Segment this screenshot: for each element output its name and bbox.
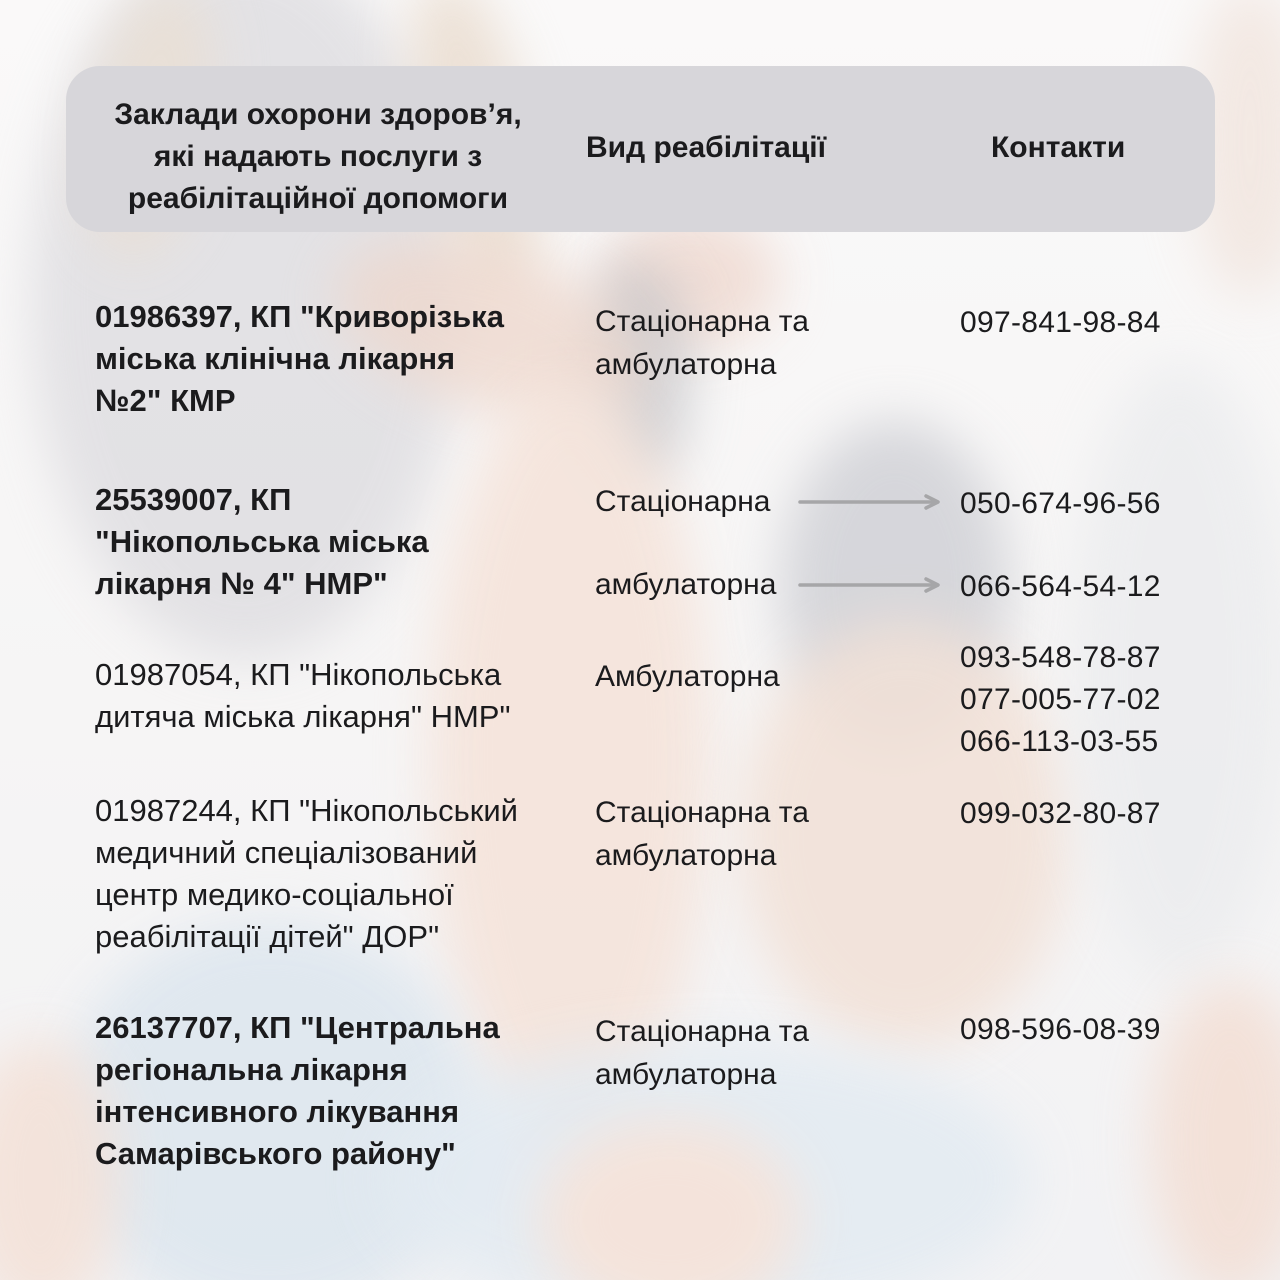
facility-name [95, 1007, 500, 1175]
phone-number: 098-596-08-39 [960, 1013, 1161, 1046]
contact-phones [960, 793, 1161, 835]
phone-number: 093-548-78-87 [960, 641, 1161, 674]
facility-name-line: 01986397, КП "Криворізька [95, 299, 504, 334]
facility-name [95, 296, 504, 422]
facility-name-line: центр медико-соціальної [95, 877, 454, 912]
rehab-type [595, 1010, 809, 1096]
phone-number: 097-841-98-84 [960, 306, 1161, 339]
rehab-type: амбулаторна [595, 568, 777, 601]
facility-name-line: №2" КМР [95, 383, 236, 418]
rehab-type-line: Стаціонарна та [595, 305, 809, 338]
facility-name [95, 790, 518, 958]
facility-name-line: дитяча міська лікарня" НМР" [95, 699, 511, 734]
phone-number: 050-674-96-56 [960, 487, 1161, 520]
rehab-type-line: амбулаторна [595, 839, 777, 872]
rehab-type-line: Стаціонарна та [595, 796, 809, 829]
facility-name-line: 25539007, КП [95, 482, 292, 517]
background-peach-bottom-right [1150, 980, 1280, 1280]
facility-name-line: 01987054, КП "Нікопольська [95, 657, 502, 692]
contact-phones [960, 1009, 1161, 1051]
rehab-type-line: амбулаторна [595, 348, 777, 381]
phone-number: 066-113-03-55 [960, 725, 1159, 758]
rehab-type-line: амбулаторна [595, 1058, 777, 1091]
facility-name-line: 26137707, КП "Центральна [95, 1010, 500, 1045]
phone-number: 077-005-77-02 [960, 683, 1161, 716]
column-header-contacts: Контакти [991, 131, 1126, 164]
facility-name-line: міська клінічна лікарня [95, 341, 456, 376]
facility-name-line: медичний спеціалізований [95, 835, 478, 870]
facility-name-line: лікарня № 4" НМР" [95, 566, 388, 601]
column-header-facilities-line: Заклади охорони здоров’я, [114, 98, 522, 131]
arrow-right-icon [798, 494, 948, 510]
rehab-type: Стаціонарна [595, 485, 771, 518]
facility-name-line: інтенсивного лікування [95, 1094, 460, 1129]
rehab-type: Амбулаторна [595, 660, 780, 693]
arrow-right-icon [798, 577, 948, 593]
facility-name-line: регіональна лікарня [95, 1052, 408, 1087]
rehab-type [595, 300, 809, 386]
facility-name-line: 01987244, КП "Нікопольський [95, 793, 518, 828]
contact-phones [960, 637, 1161, 763]
facility-name-line: реабілітації дітей" ДОР" [95, 919, 440, 954]
contact-phones [960, 302, 1161, 344]
phone-number: 099-032-80-87 [960, 797, 1161, 830]
facility-name [95, 479, 429, 605]
facility-name-line: "Нікопольська міська [95, 524, 429, 559]
rehab-type [595, 791, 809, 877]
facility-name [95, 654, 510, 738]
column-header-facilities-line: які надають послуги з [153, 140, 483, 173]
rehab-type-line: Стаціонарна та [595, 1015, 809, 1048]
facility-name-line: Самарівського району" [95, 1136, 456, 1171]
column-header-type: Вид реабілітації [586, 131, 827, 164]
column-header-facilities-line: реабілітаційної допомоги [127, 182, 509, 215]
column-header-facilities [78, 94, 558, 220]
phone-number: 066-564-54-12 [960, 570, 1161, 603]
